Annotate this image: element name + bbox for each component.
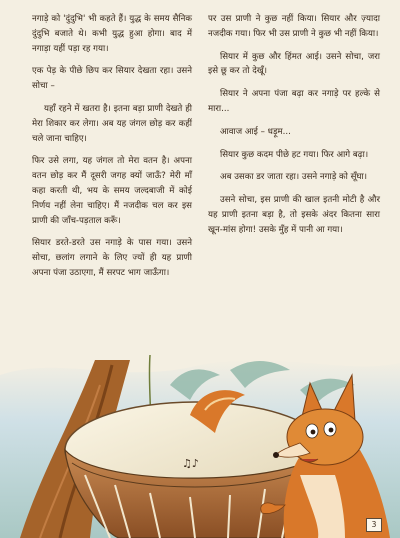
paragraph: सियार में कुछ और हिंमत आई। उसने सोचा, जरा इसे छू कर तो देखूँ। (208, 51, 380, 77)
jackal-and-drum-illustration (0, 355, 400, 538)
paragraph: यहाँ रहने में खतरा है। इतना बड़ा प्राणी देखते ही मेरा शिकार कर लेगा। अब यह जंगल छोड़ कर कहीं चले जाना चाहिए। (32, 103, 192, 144)
paragraph: नगाड़े को 'दुंदुभि' भी कहते हैं। युद्ध के समय सैनिक दुंदुभि बजाते थे। कभी युद्ध हुआ होगा। बाद में नगाड़ा यहीं पड़ा रह गया। (32, 14, 192, 54)
page-number: 3 (366, 518, 382, 532)
paragraph: पर उस प्राणी ने कुछ नहीं किया। सियार और ज़्यादा नजदीक गया। फिर भी उस प्राणी ने कुछ भी नहीं किया। (208, 14, 380, 39)
paragraph: अब उसका डर जाता रहा। उसने नगाड़े को सूँघा। (220, 172, 367, 183)
left-text-column (32, 12, 192, 289)
paragraph: उसने सोचा, इस प्राणी की खाल इतनी मोटी है और यह प्राणी इतना बड़ा है, तो इसके अंदर कितना सारा खून-मांस होगा! उसके मुँह में पानी आ गया। (208, 195, 380, 235)
music-notes-icon: ♫♪ (182, 457, 199, 470)
paragraph: आवाज आई – धड़ूम... (220, 126, 291, 137)
paragraph: सियार ने अपना पंजा बढ़ा कर नगाड़े पर हल्के से मारा... (208, 89, 380, 114)
paragraph: सियार कुछ कदम पीछे हट गया। फिर आगे बढ़ा। (220, 149, 369, 160)
paragraph: सियार डरते-डरते उस नगाड़े के पास गया। उसने सोचा, छलांग लगाने के लिए ज्यों ही यह प्राणी अपना पंजा उठाएगा, मैं सरपट भाग जाऊँगा। (32, 238, 192, 278)
paragraph: फिर उसे लगा, यह जंगल तो मेरा वतन है। अपना वतन छोड़ कर मैं दूसरी जगह क्यों जाऊँ? मेरी माँ कहा करती थी, भय के समय जल्दबाजी में कोई निर्णय नहीं लेना चाहिए। मैं नजदीक चल कर इस प्राणी की जाँच-पड़ताल करूँ। (32, 156, 192, 226)
paragraph: एक पेड़ के पीछे छिप कर सियार देखता रहा। उसने सोचा – (32, 66, 192, 92)
right-text-column (208, 12, 380, 246)
